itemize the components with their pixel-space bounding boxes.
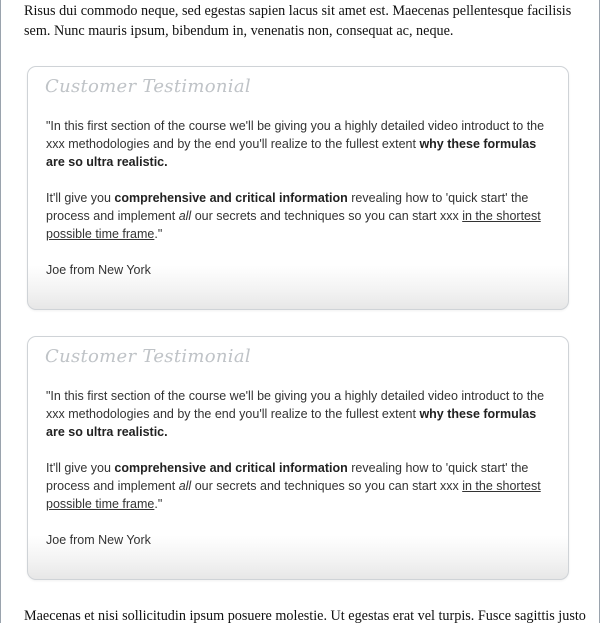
testimonial-author: Joe from New York bbox=[46, 263, 151, 277]
testimonial-quote-paragraph-2 bbox=[46, 189, 546, 243]
quote-text: our secrets and techniques so you can start xxx bbox=[191, 479, 463, 493]
quote-bold-text: comprehensive and critical information bbox=[114, 191, 348, 205]
quote-bold-text: comprehensive and critical information bbox=[114, 461, 348, 475]
testimonial-quote-paragraph-1 bbox=[46, 117, 546, 171]
quote-bold-text: why these formulas are so ultra realistic. bbox=[46, 407, 537, 439]
quote-text: It'll give you bbox=[46, 191, 115, 205]
quote-text: "In this first section of the course we'll be giving you a highly detailed video introduct to the xxx methodologies and by the end you'll realize to the fullest extent bbox=[46, 389, 545, 421]
quote-text: "In this first section of the course we'll be giving you a highly detailed video introduct to the xxx methodologies and by the end you'll realize to the fullest extent bbox=[46, 119, 545, 151]
testimonial-body bbox=[46, 117, 546, 279]
quote-text: revealing how to 'quick start' the process and implement bbox=[46, 191, 529, 223]
quote-italic-text: all bbox=[178, 209, 192, 223]
quote-text: ." bbox=[154, 227, 163, 241]
quote-link[interactable]: in the shortest possible time frame bbox=[46, 479, 541, 511]
quote-text: revealing how to 'quick start' the process and implement bbox=[46, 461, 529, 493]
testimonial-body bbox=[46, 387, 546, 549]
testimonial-box bbox=[27, 336, 569, 580]
intro-paragraph: Risus dui commodo neque, sed egestas sapien lacus sit amet est. Maecenas pellentesque facilisis sem. Nunc mauris ipsum, bibendum in, venenatis non, consequat ac, neque. bbox=[24, 3, 572, 39]
quote-text: ." bbox=[154, 497, 163, 511]
quote-text: our secrets and techniques so you can start xxx bbox=[191, 209, 463, 223]
testimonial-box bbox=[27, 66, 569, 310]
quote-link[interactable]: in the shortest possible time frame bbox=[46, 209, 541, 241]
testimonial-quote-paragraph-1 bbox=[46, 387, 546, 441]
quote-italic-text: all bbox=[178, 479, 192, 493]
testimonial-title: Customer Testimonial bbox=[45, 346, 251, 367]
outro-paragraph: Maecenas et nisi sollicitudin ipsum posuere molestie. Ut egestas erat vel turpis. Fusce sagittis justo bbox=[24, 608, 586, 624]
quote-text: It'll give you bbox=[46, 461, 115, 475]
testimonial-quote-paragraph-2 bbox=[46, 459, 546, 513]
testimonial-title: Customer Testimonial bbox=[45, 76, 251, 97]
quote-bold-text: why these formulas are so ultra realistic. bbox=[46, 137, 537, 169]
testimonial-author: Joe from New York bbox=[46, 533, 151, 547]
